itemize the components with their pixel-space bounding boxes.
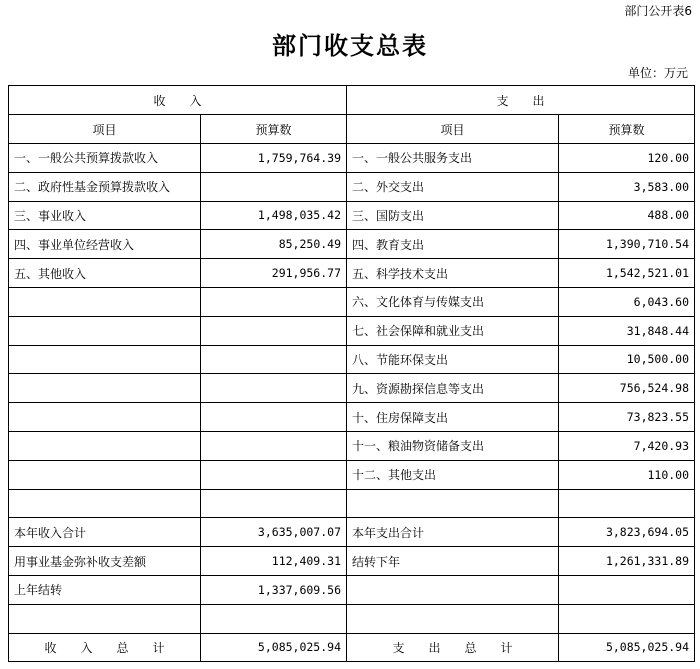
income-item-cell: 四、事业单位经营收入 bbox=[9, 230, 201, 259]
table-row bbox=[9, 259, 695, 288]
income-value-cell: 112,409.31 bbox=[201, 547, 347, 576]
income-value-cell: 1,337,609.56 bbox=[201, 575, 347, 604]
income-item-cell bbox=[9, 431, 201, 460]
income-item-header: 项目 bbox=[9, 115, 201, 144]
page-tag: 部门公开表6 bbox=[624, 4, 692, 18]
income-item-cell bbox=[9, 460, 201, 489]
expense-value-cell: 120.00 bbox=[559, 144, 695, 173]
column-header-row bbox=[9, 115, 695, 144]
expense-item-cell bbox=[347, 604, 559, 633]
income-item-cell: 本年收入合计 bbox=[9, 518, 201, 547]
expense-item-cell: 十、住房保障支出 bbox=[347, 403, 559, 432]
income-item-cell bbox=[9, 604, 201, 633]
income-value-cell bbox=[201, 604, 347, 633]
expense-item-cell: 八、节能环保支出 bbox=[347, 345, 559, 374]
expense-value-cell: 10,500.00 bbox=[559, 345, 695, 374]
table-row bbox=[9, 201, 695, 230]
total-row bbox=[9, 633, 695, 662]
table-row bbox=[9, 460, 695, 489]
income-header: 收 入 bbox=[9, 86, 347, 115]
expense-value-cell bbox=[559, 489, 695, 518]
expense-item-cell: 六、文化体育与传媒支出 bbox=[347, 287, 559, 316]
table-row bbox=[9, 547, 695, 576]
income-item-cell bbox=[9, 403, 201, 432]
income-item-cell: 用事业基金弥补收支差额 bbox=[9, 547, 201, 576]
table-row bbox=[9, 172, 695, 201]
table-row bbox=[9, 431, 695, 460]
table-row bbox=[9, 345, 695, 374]
expense-item-cell: 五、科学技术支出 bbox=[347, 259, 559, 288]
table-row bbox=[9, 604, 695, 633]
expense-value-cell: 73,823.55 bbox=[559, 403, 695, 432]
table-row bbox=[9, 489, 695, 518]
income-item-cell bbox=[9, 287, 201, 316]
expense-item-cell: 一、一般公共服务支出 bbox=[347, 144, 559, 173]
income-value-cell: 1,759,764.39 bbox=[201, 144, 347, 173]
expense-item-cell: 十二、其他支出 bbox=[347, 460, 559, 489]
income-total-value: 5,085,025.94 bbox=[201, 633, 347, 662]
expense-value-cell: 7,420.93 bbox=[559, 431, 695, 460]
table-row bbox=[9, 374, 695, 403]
expense-item-cell: 七、社会保障和就业支出 bbox=[347, 316, 559, 345]
income-item-cell: 一、一般公共预算拨款收入 bbox=[9, 144, 201, 173]
expense-value-cell: 488.00 bbox=[559, 201, 695, 230]
expense-total-label: 支 出 总 计 bbox=[347, 633, 559, 662]
expense-value-cell: 31,848.44 bbox=[559, 316, 695, 345]
expense-item-cell: 二、外交支出 bbox=[347, 172, 559, 201]
expense-value-cell: 110.00 bbox=[559, 460, 695, 489]
income-value-cell: 85,250.49 bbox=[201, 230, 347, 259]
income-item-cell: 三、事业收入 bbox=[9, 201, 201, 230]
expense-item-cell: 本年支出合计 bbox=[347, 518, 559, 547]
table-row bbox=[9, 316, 695, 345]
income-item-cell: 上年结转 bbox=[9, 575, 201, 604]
income-value-cell: 3,635,007.07 bbox=[201, 518, 347, 547]
income-value-cell bbox=[201, 403, 347, 432]
expense-value-cell: 3,583.00 bbox=[559, 172, 695, 201]
expense-value-cell: 1,261,331.89 bbox=[559, 547, 695, 576]
expense-item-cell: 四、教育支出 bbox=[347, 230, 559, 259]
income-item-cell bbox=[9, 316, 201, 345]
expense-item-cell bbox=[347, 489, 559, 518]
expense-value-cell: 1,390,710.54 bbox=[559, 230, 695, 259]
income-budget-header: 预算数 bbox=[201, 115, 347, 144]
table-row bbox=[9, 230, 695, 259]
expense-value-cell: 756,524.98 bbox=[559, 374, 695, 403]
expense-value-cell: 1,542,521.01 bbox=[559, 259, 695, 288]
table-row bbox=[9, 403, 695, 432]
income-value-cell bbox=[201, 287, 347, 316]
expense-value-cell: 3,823,694.05 bbox=[559, 518, 695, 547]
income-item-cell: 二、政府性基金预算拨款收入 bbox=[9, 172, 201, 201]
table-row bbox=[9, 518, 695, 547]
income-value-cell bbox=[201, 316, 347, 345]
table-row bbox=[9, 287, 695, 316]
income-item-cell bbox=[9, 374, 201, 403]
page-title: 部门收支总表 bbox=[272, 32, 428, 60]
expense-item-cell bbox=[347, 575, 559, 604]
income-value-cell bbox=[201, 172, 347, 201]
income-value-cell bbox=[201, 431, 347, 460]
expense-item-cell: 九、资源勘探信息等支出 bbox=[347, 374, 559, 403]
income-item-cell bbox=[9, 489, 201, 518]
section-header-row bbox=[9, 86, 695, 115]
expense-value-cell bbox=[559, 604, 695, 633]
expense-total-value: 5,085,025.94 bbox=[559, 633, 695, 662]
expense-item-header: 项目 bbox=[347, 115, 559, 144]
expense-item-cell: 三、国防支出 bbox=[347, 201, 559, 230]
expense-item-cell: 结转下年 bbox=[347, 547, 559, 576]
expense-value-cell bbox=[559, 575, 695, 604]
income-value-cell bbox=[201, 460, 347, 489]
expense-value-cell: 6,043.60 bbox=[559, 287, 695, 316]
income-total-label: 收 入 总 计 bbox=[9, 633, 201, 662]
table-row bbox=[9, 144, 695, 173]
unit-label: 单位：万元 bbox=[627, 66, 688, 80]
income-value-cell: 291,956.77 bbox=[201, 259, 347, 288]
expense-budget-header: 预算数 bbox=[559, 115, 695, 144]
expense-header: 支 出 bbox=[347, 86, 695, 115]
income-value-cell bbox=[201, 345, 347, 374]
budget-table bbox=[8, 85, 695, 662]
income-value-cell bbox=[201, 489, 347, 518]
income-item-cell: 五、其他收入 bbox=[9, 259, 201, 288]
income-value-cell: 1,498,035.42 bbox=[201, 201, 347, 230]
table-row bbox=[9, 575, 695, 604]
income-value-cell bbox=[201, 374, 347, 403]
expense-item-cell: 十一、粮油物资储备支出 bbox=[347, 431, 559, 460]
income-item-cell bbox=[9, 345, 201, 374]
